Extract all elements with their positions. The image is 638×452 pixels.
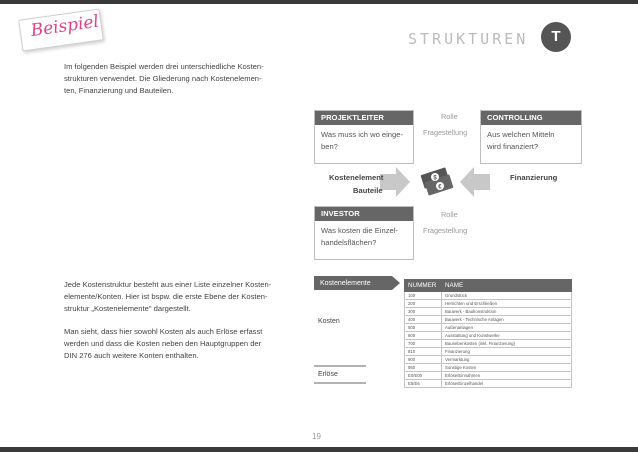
account-name-cell: Bauwerk - Technische Anlagen xyxy=(442,316,572,324)
account-name-cell: Vermarktung xyxy=(442,356,572,364)
role-question-line: wird finanziert? xyxy=(487,142,539,151)
example-tag-label: Beispiel xyxy=(29,11,101,42)
table-row xyxy=(405,340,572,348)
table-row xyxy=(405,356,572,364)
role-question xyxy=(481,125,581,157)
costs-line: DIN 276 auch weitere Konten enthalten. xyxy=(64,351,199,360)
column-header-number: NUMMER xyxy=(405,280,442,292)
structure-paragraph xyxy=(64,279,276,315)
structure-line: elemente/Konten. Hier ist bspw. die erste Ebene der Kosten- xyxy=(64,292,268,301)
account-name-cell: Sonstige Kosten xyxy=(442,364,572,372)
costs-line: Man sieht, dass hier sowohl Kosten als auch Erlöse erfasst xyxy=(64,327,263,336)
bauteile-label: Bauteile xyxy=(353,186,383,195)
role-label: Rolle xyxy=(441,210,458,219)
role-box-controlling xyxy=(480,110,582,164)
account-name-cell: Ausstattung und Kunstwerke xyxy=(442,332,572,340)
company-logo-icon: T xyxy=(541,22,571,52)
account-name-cell: Baunebenkosten (inkl. Finanzierung) xyxy=(442,340,572,348)
account-number-cell: 600 xyxy=(405,332,442,340)
page-number: 19 xyxy=(312,432,321,441)
account-name-cell: Herrichten und Erschließen xyxy=(442,300,572,308)
account-number-cell: E0/E00 xyxy=(405,372,442,380)
column-header-name: NAME xyxy=(442,280,572,292)
role-label: Rolle xyxy=(441,112,458,121)
table-row xyxy=(405,324,572,332)
table-row xyxy=(405,292,572,300)
role-box-projektleiter xyxy=(314,110,414,164)
svg-text:$: $ xyxy=(433,175,437,182)
intro-line: Im folgenden Beispiel werden drei unterschiedliche Kosten- xyxy=(64,62,264,71)
table-body xyxy=(405,292,572,388)
intro-line: ten, Finanzierung und Bauteilen. xyxy=(64,86,174,95)
table-row xyxy=(405,372,572,380)
table-header-row xyxy=(405,280,572,292)
question-label: Fragestellung xyxy=(423,128,468,137)
account-name-cell: Bauwerk - Baukonstruktion xyxy=(442,308,572,316)
role-question-line: ben? xyxy=(321,142,338,151)
arrow-finanzierung-icon xyxy=(460,167,490,197)
structure-line: struktur „Kostenelemente" dargestellt. xyxy=(64,304,191,313)
chapter-title: STRUKTUREN xyxy=(408,30,529,48)
role-title: CONTROLLING xyxy=(481,111,581,125)
account-name-cell: Grundstück xyxy=(442,292,572,300)
finanzierung-label: Finanzierung xyxy=(510,173,558,182)
account-number-cell: 200 xyxy=(405,300,442,308)
erloese-label: Erlöse xyxy=(318,371,338,378)
kostenelement-label: Kostenelement xyxy=(329,173,384,182)
table-row xyxy=(405,364,572,372)
costs-paragraph xyxy=(64,326,276,362)
account-name-cell: Erlöse/Einzelhandel xyxy=(442,380,572,388)
top-bar xyxy=(0,0,638,4)
account-name-cell: Außenanlagen xyxy=(442,324,572,332)
money-bills-icon xyxy=(420,167,453,195)
costs-line: werden und dass die Kosten neben den Hauptgruppen der xyxy=(64,339,262,348)
account-name-cell: Erlöse/Einnahmen xyxy=(442,372,572,380)
account-number-cell: E5/E6 xyxy=(405,380,442,388)
kostenelemente-label: Kostenelemente xyxy=(320,280,371,287)
example-tag xyxy=(18,8,104,51)
table-row xyxy=(405,380,572,388)
role-question xyxy=(315,221,413,253)
account-number-cell: 900 xyxy=(405,356,442,364)
account-number-cell: 400 xyxy=(405,316,442,324)
table-row xyxy=(405,300,572,308)
arrow-kostenelement-icon xyxy=(380,167,410,197)
diagram-arrows xyxy=(380,160,490,204)
question-label: Fragestellung xyxy=(423,226,468,235)
structure-line: Jede Kostenstruktur besteht aus einer Liste einzelner Kosten- xyxy=(64,280,272,289)
role-question xyxy=(315,125,413,157)
account-number-cell: 950 xyxy=(405,364,442,372)
role-question-line: Was kosten die Einzel- xyxy=(321,226,398,235)
role-question-line: handelsflächen? xyxy=(321,238,377,247)
intro-line: strukturen verwendet. Die Gliederung nach Kostenelemen- xyxy=(64,74,262,83)
kosten-label: Kosten xyxy=(318,318,340,325)
intro-paragraph xyxy=(64,61,276,97)
account-number-cell: 810 xyxy=(405,348,442,356)
account-table xyxy=(404,279,572,388)
table-row xyxy=(405,308,572,316)
svg-text:€: € xyxy=(438,184,442,191)
table-row xyxy=(405,348,572,356)
role-title: INVESTOR xyxy=(315,207,413,221)
account-number-cell: 100 xyxy=(405,292,442,300)
table-row xyxy=(405,332,572,340)
bottom-bar xyxy=(0,447,638,452)
account-number-cell: 500 xyxy=(405,324,442,332)
role-title: PROJEKTLEITER xyxy=(315,111,413,125)
table-row xyxy=(405,316,572,324)
role-question-line: Was muss ich wo einge- xyxy=(321,130,404,139)
structure-sidebar xyxy=(314,276,404,386)
account-number-cell: 700 xyxy=(405,340,442,348)
role-question-line: Aus welchen Mitteln xyxy=(487,130,555,139)
account-name-cell: Finanzierung xyxy=(442,348,572,356)
role-box-investor xyxy=(314,206,414,260)
account-number-cell: 300 xyxy=(405,308,442,316)
